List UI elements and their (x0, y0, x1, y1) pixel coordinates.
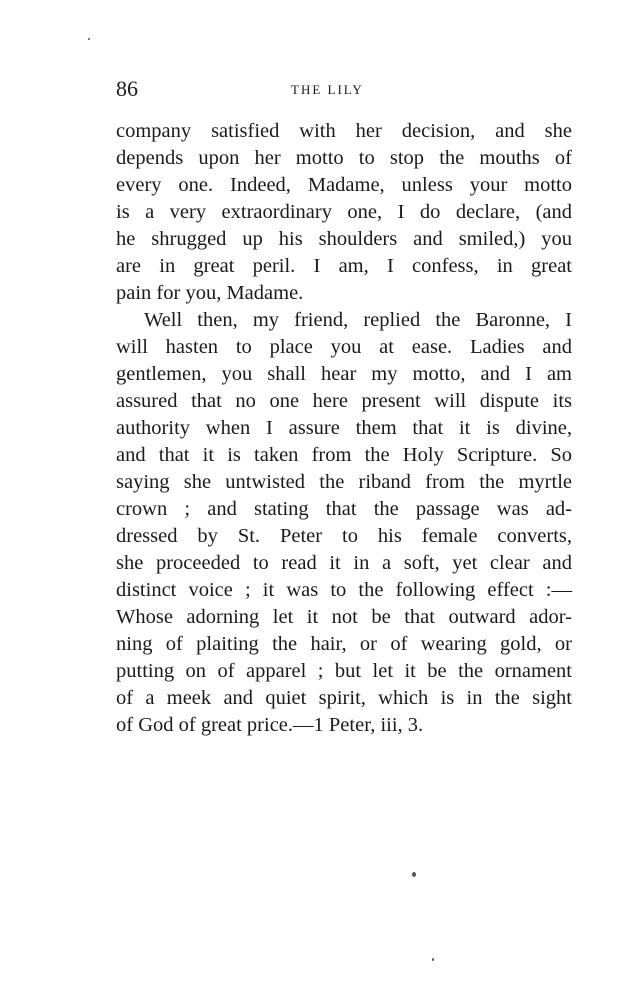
text-line: saying she untwisted the riband from the myrtle (116, 471, 572, 493)
paragraph (116, 118, 572, 307)
text-line: depends upon her motto to stop the mouths of (116, 147, 572, 169)
text-line: of a meek and quiet spirit, which is in the sight (116, 687, 572, 709)
text-line: are in great peril. I am, I confess, in great (116, 255, 572, 277)
text-line: Whose adorning let it not be that outward ador- (116, 606, 572, 628)
running-title: THE LILY (291, 82, 364, 97)
print-speck (88, 38, 90, 40)
text-line: company satisfied with her decision, and she (116, 120, 572, 142)
text-line: she proceeded to read it in a soft, yet clear and (116, 552, 572, 574)
page-header (116, 76, 576, 106)
text-line: ning of plaiting the hair, or of wearing gold, or (116, 633, 572, 655)
text-line: distinct voice ; it was to the following effect :— (116, 579, 572, 601)
text-line: will hasten to place you at ease. Ladies and (116, 336, 572, 358)
text-line: putting on of apparel ; but let it be the ornament (116, 660, 572, 682)
text-line: gentlemen, you shall hear my motto, and I am (116, 363, 572, 385)
text-line: is a very extraordinary one, I do declare, (and (116, 201, 572, 223)
text-line: and that it is taken from the Holy Scripture. So (116, 444, 572, 466)
print-speck (412, 872, 416, 877)
print-speck (432, 958, 434, 961)
text-line: crown ; and stating that the passage was ad- (116, 498, 572, 520)
text-line: he shrugged up his shoulders and smiled,) you (116, 228, 572, 250)
text-line: of God of great price.—1 Peter, iii, 3. (116, 714, 424, 736)
page-number: 86 (116, 76, 138, 101)
text-line: pain for you, Madame. (116, 282, 304, 304)
text-line: Well then, my friend, replied the Baronne, I (144, 309, 572, 331)
text-line: every one. Indeed, Madame, unless your motto (116, 174, 572, 196)
paragraph (116, 307, 572, 739)
text-line: authority when I assure them that it is divine, (116, 417, 572, 439)
body-text (116, 118, 572, 739)
text-line: dressed by St. Peter to his female converts, (116, 525, 572, 547)
text-line: assured that no one here present will dispute its (116, 390, 572, 412)
